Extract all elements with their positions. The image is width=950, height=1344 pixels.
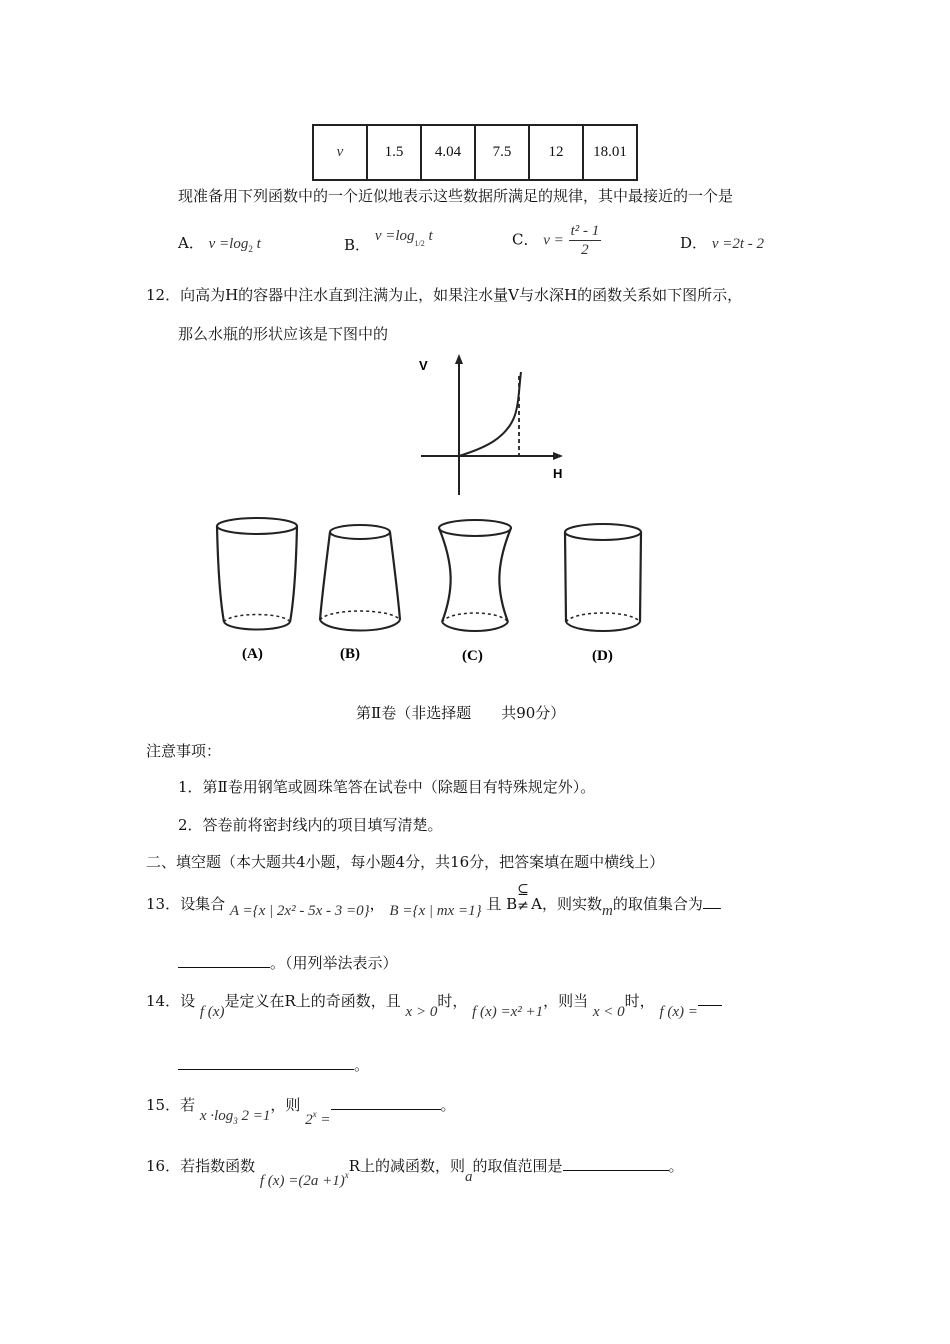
option-label: B． [344,236,371,254]
q15-line [146,1094,456,1128]
option-a-tail: t [252,236,261,252]
answer-blank[interactable] [563,1156,669,1171]
exponent-x: x [312,1109,317,1119]
q16-text: R上的减函数，则 [348,1157,465,1175]
answer-blank[interactable] [698,991,722,1006]
question-number: 16． [146,1157,181,1175]
question-number: 13． [146,895,181,913]
q14-text: ，则当 [543,992,589,1010]
q15-expr-main: x ·log [199,1108,234,1124]
q15-text: 。 [440,1096,456,1114]
table-cell: 4.04 [421,125,475,180]
answer-blank[interactable] [331,1095,441,1110]
exponent-x: x [344,1170,349,1180]
option-b-expr: v =log [374,228,415,244]
note-1: 1．第Ⅱ卷用钢笔或圆珠笔答在试卷中（除题目有特殊规定外）。 [178,778,596,796]
v-h-graph [415,350,575,500]
cond-negative: x < 0 [592,1004,625,1020]
q11-option-c [512,222,601,259]
q14-line2 [178,1054,369,1075]
answer-blank[interactable] [178,953,270,968]
table-cell: 1.5 [367,125,421,180]
option-c-expr: v = [543,232,564,249]
q13-text: 且 B [486,895,518,913]
question-number: 12． [146,286,181,304]
q16-expr-main: f (x) =(2a +1) [259,1173,345,1189]
q15-text: ，则 [270,1096,301,1114]
base-two: 2 [305,1112,313,1128]
q14-text: 。 [354,1056,370,1074]
q13-text: 。（用列举法表示） [270,954,398,972]
q11-option-a [178,232,261,254]
q11-option-b [344,224,433,254]
q15-answer-expr [305,1109,331,1128]
option-label: D． [680,234,708,252]
option-d-expr: v =2t - 2 [711,236,765,252]
q13-text: 的取值集合为 [612,895,703,913]
q16-line [146,1155,684,1189]
q14-line1 [146,990,722,1020]
container-b [320,525,400,662]
section-heading: 二、填空题（本大题共4小题，每小题4分，共16分，把答案填在题中横线上） [146,853,665,871]
question-number: 14． [146,992,181,1010]
table-cell: 7.5 [475,125,529,180]
log-base: 3 [233,1116,238,1126]
q15-text: 若 [180,1096,196,1114]
subset-bottom: ≠ [517,898,529,914]
q14-text: 时， [437,992,468,1010]
var-a: a [465,1169,473,1185]
q12-line1 [146,284,742,305]
q13-text: 设集合 [180,895,226,913]
subset-top: ⊆ [517,882,529,898]
fx-answer: f (x) = [659,1004,698,1020]
q13-sep: ， [369,895,385,913]
container-c [439,520,511,664]
v-h-curve [459,372,521,456]
q12-text: 向高为H的容器中注水直到注满为止，如果注水量V与水深H的函数关系如下图所示， [180,286,743,304]
container-d-label: (D) [592,648,613,664]
h-axis-label: H [553,466,563,481]
table-header-v: v [313,125,367,180]
h-axis-arrow [553,452,563,460]
q14-text: 时， [624,992,655,1010]
proper-subset-symbol [517,882,531,914]
containers-figure [210,510,660,680]
question-number: 15． [146,1096,181,1114]
option-b-tail: t [424,228,433,244]
equals: = [316,1112,331,1128]
q12-line2: 那么水瓶的形状应该是下图中的 [178,325,389,343]
v-axis-label: V [419,358,428,373]
option-a-expr: v =log [208,236,249,252]
q13-line1 [146,882,721,919]
q16-text: 若指数函数 [180,1157,256,1175]
option-label: C． [512,230,539,249]
q14-text: 设 [180,992,196,1010]
fraction-denominator: 2 [581,242,589,258]
cond-positive: x > 0 [405,1004,438,1020]
set-a: A ={x | 2x² - 5x - 3 =0} [229,903,370,919]
option-c-fraction [569,222,602,259]
option-a-base: 2 [248,244,253,254]
q11-stem: 现准备用下列函数中的一个近似地表示这些数据所满足的规律，其中最接近的一个是 [178,187,734,205]
q13-line2 [178,952,398,973]
container-d [565,524,641,664]
fraction-numerator: t² - 1 [570,223,600,239]
values-table [312,124,638,181]
fx-positive-expr: f (x) =x² +1 [472,1004,544,1020]
q15-expr [200,1108,270,1124]
set-b: B ={x | mx =1} [389,903,482,919]
q16-expr [259,1170,349,1189]
q16-text: 。 [668,1157,684,1175]
q15-expr-tail: 2 =1 [237,1108,271,1124]
q16-text: 的取值范围是 [472,1157,563,1175]
var-m: m [602,903,613,919]
container-b-label: (B) [340,646,360,662]
table-cell: 12 [529,125,583,180]
q14-text: 是定义在R上的奇函数，且 [224,992,401,1010]
v-axis-arrow [455,354,463,364]
container-a [217,518,297,662]
container-c-label: (C) [462,648,483,664]
q13-text: A，则实数 [531,895,603,913]
answer-blank[interactable] [703,894,721,909]
fx: f (x) [199,1004,225,1020]
part2-title: 第Ⅱ卷（非选择题 共90分） [356,704,566,722]
answer-blank[interactable] [178,1055,354,1070]
notice-title: 注意事项： [146,742,222,760]
table-cell: 18.01 [583,125,637,180]
container-a-label: (A) [242,646,263,662]
option-b-base: 1/2 [414,239,425,248]
option-label: A． [178,234,204,252]
q11-option-d [680,232,764,253]
note-2: 2．答卷前将密封线内的项目填写清楚。 [178,816,443,834]
